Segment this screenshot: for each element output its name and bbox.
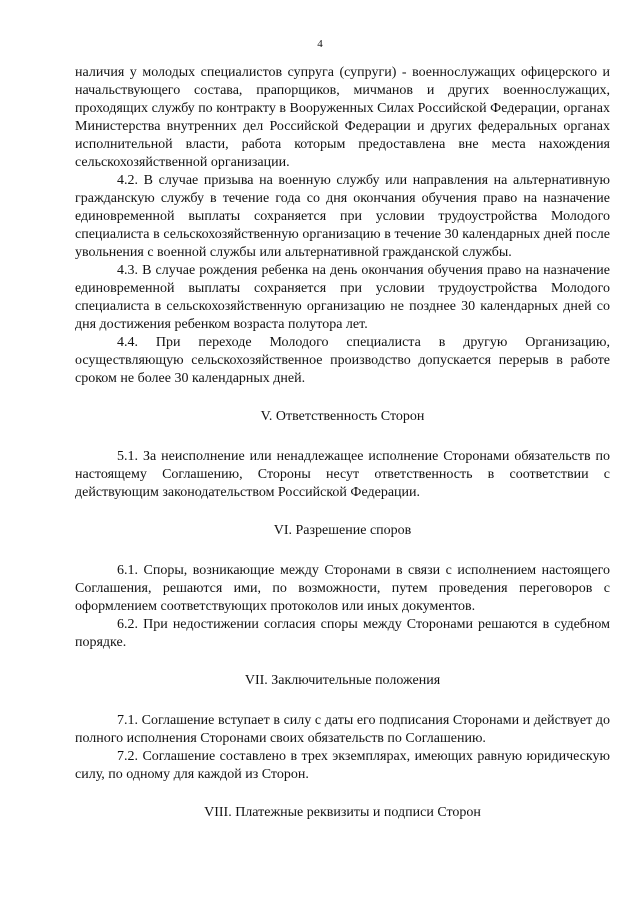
paragraph-6-2: 6.2. При недостижении согласия споры между Сторонами решаются в судебном порядке. bbox=[75, 617, 610, 650]
paragraph-4-4: 4.4. При переходе Молодого специалиста в другую Организацию, осуществляющую сельскохозяйственное производство допускается перерыв в работе сроком не более 30 календарных дней. bbox=[75, 335, 610, 386]
paragraph-5-1: 5.1. За неисполнение или ненадлежащее исполнение Сторонами обязательств по настоящему Соглашению, Стороны несут ответственность в соответствии с действующим законодательством Российской Федерации. bbox=[75, 449, 610, 500]
section-heading-viii: VIII. Платежные реквизиты и подписи Сторон bbox=[204, 805, 481, 820]
document-body bbox=[75, 64, 610, 822]
paragraph-4-2: 4.2. В случае призыва на военную службу или направления на альтернативную гражданскую службу в течение года со дня окончания обучения право на назначение единовременной выплаты сохраняется при условии трудоустройства Молодого специалиста в сельскохозяйственную организацию в течение 30 календарных дней после увольнения с военной службы или альтернативной гражданской службы. bbox=[75, 173, 610, 260]
section-heading-v: V. Ответственность Сторон bbox=[260, 409, 425, 424]
paragraph-7-1: 7.1. Соглашение вступает в силу с даты его подписания Сторонами и действует до полного исполнения Сторонами своих обязательств по Соглашению. bbox=[75, 713, 610, 746]
section-heading-vi: VI. Разрешение споров bbox=[273, 523, 412, 538]
paragraph-4-3: 4.3. В случае рождения ребенка на день окончания обучения право на назначение единовременной выплаты сохраняется при условии трудоустройства Молодого специалиста в сельскохозяйственную организацию не позднее 30 календарных дней со дня достижения ребенком возраста полутора лет. bbox=[75, 263, 610, 332]
page-number: 4 bbox=[317, 38, 323, 50]
paragraph-6-1: 6.1. Споры, возникающие между Сторонами в связи с исполнением настоящего Соглашения, решаются ими, по возможности, путем проведения переговоров с оформлением соответствующих протоколов или иных документов. bbox=[75, 563, 610, 614]
section-heading-vii: VII. Заключительные положения bbox=[244, 673, 441, 688]
paragraph-7-2: 7.2. Соглашение составлено в трех экземплярах, имеющих равную юридическую силу, по одному для каждой из Сторон. bbox=[75, 749, 610, 782]
paragraph-continuation: наличия у молодых специалистов супруга (супруги) - военнослужащих офицерского и начальствующего состава, прапорщиков, мичманов и других военнослужащих, проходящих службу по контракту в Вооруженных Силах Российской Федерации, органах Министерства внутренних дел Российской Федерации и других федеральных органах исполнительной власти, работа которым предоставлена вне места нахождения сельскохозяйственной организации. bbox=[75, 65, 610, 170]
